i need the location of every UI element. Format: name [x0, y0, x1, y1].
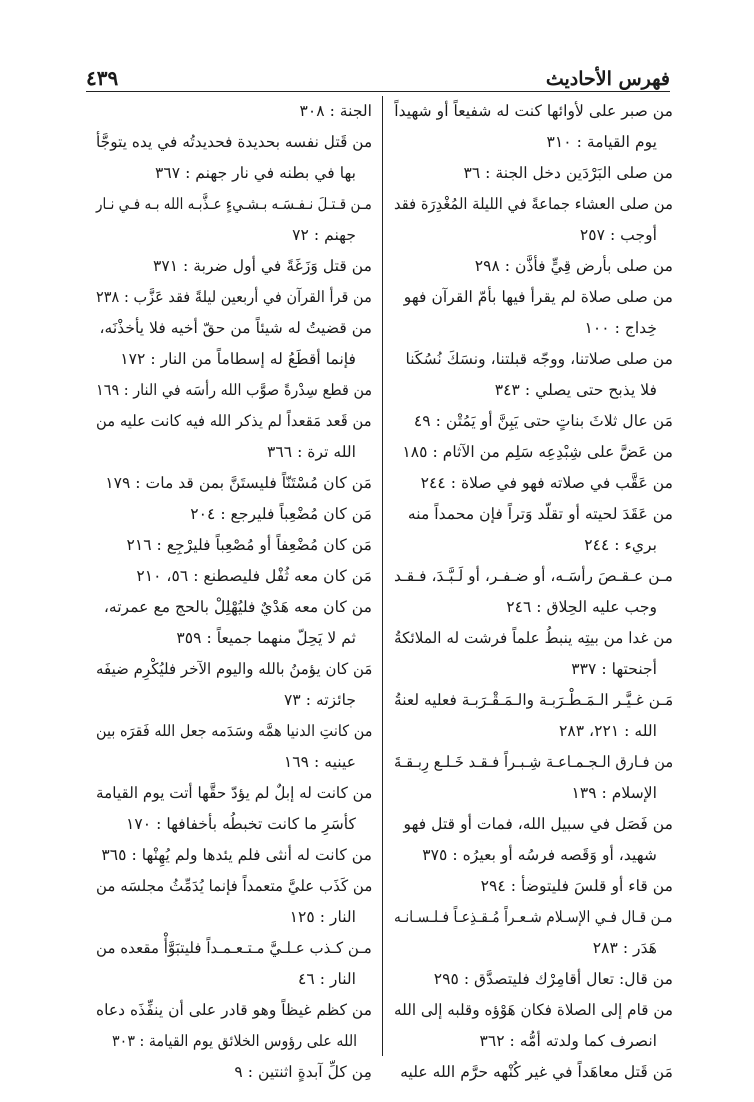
entry-text: من كَذَب عليَّ متعمداً فإنما يُدَمِّثُ مجلسَه من	[95, 877, 372, 895]
entry-text: مـن قـتـلَ نـفـسَـه بـشـيءٍ عـذَّبـه الله بـه فـي نـار	[96, 195, 372, 213]
entry-text: من صلى البَرْدَين دخل الجنة : ٣٦	[463, 164, 673, 182]
hadith-index-entry	[96, 995, 372, 1057]
entry-text: من عَقَّب في صلاته فهو في صلاة : ٢٤٤	[420, 474, 673, 492]
hadith-index-entry	[96, 561, 372, 592]
hadith-index-entry	[394, 685, 673, 747]
entry-continuation: الله : ٢٢١، ٢٨٣	[558, 722, 657, 740]
hadith-index-entry	[96, 654, 372, 716]
hadith-index-entry	[394, 809, 673, 871]
hadith-index-entry	[96, 592, 372, 654]
entry-text: من كانتِ الدنيا همَّه وسَدَمه جعل الله فَقرَه بين	[95, 722, 372, 740]
page-number: ٤٣٩	[86, 66, 119, 90]
hadith-index-entry	[96, 499, 372, 530]
entry-continuation: أجنحتها : ٣٣٧	[571, 660, 657, 678]
entry-text: مَن كان يؤمنُ بالله واليوم الآخر فليُكْرِم ضيفَه	[95, 660, 372, 678]
hadith-index-entry	[96, 871, 372, 933]
entry-text: مَـن غـيَّـر الـمَـطْـرَبـة والـمَـقْـرَبـة فعليه لعنةُ	[393, 691, 673, 709]
hadith-index-entry	[96, 1057, 372, 1088]
entry-text: من صلى العشاء جماعةً في الليلة المُغْدِرَة فقد	[394, 195, 673, 213]
hadith-index-entry	[96, 933, 372, 995]
hadith-index-entry	[96, 127, 372, 189]
hadith-index-entry	[394, 995, 673, 1057]
page-header	[86, 58, 670, 90]
hadith-index-entry	[96, 251, 372, 282]
entry-text: من قَتل نفسه بحديدة فحديدتُه في يده يتوجَّأ	[95, 133, 372, 151]
entry-text: مـن قـال فـي الإسـلام شـعـراً مُـقـذِعـاً فـلـسـانـه	[394, 908, 673, 926]
entry-text: الجنة : ٣٠٨	[299, 102, 372, 120]
hadith-index-entry	[394, 96, 673, 158]
hadith-index-entry	[394, 468, 673, 499]
hadith-index-entry	[394, 499, 673, 561]
hadith-index-entry	[394, 282, 673, 344]
entry-text: مَن كان معه ثُفْل فليصطنع : ٥٦، ٢١٠	[136, 567, 372, 585]
entry-continuation: النار : ١٢٥	[289, 908, 356, 926]
entry-continuation: وجب عليه الحِلاق : ٢٤٦	[506, 598, 657, 616]
entry-text: من قَعد مَقعداً لم يذكر الله فيه كانت عليه من	[96, 412, 372, 430]
entry-text: مـن عـقـصَ رأسَـه، أو ضـفـر، أو لَـبَّـدَ، فـقـد	[394, 567, 673, 585]
entry-continuation: هَدَر : ٢٨٣	[592, 939, 657, 957]
entry-text: مـن كـذب عـلـيَّ مـتـعـمـداً فليتبَوَّأْ مقعده من	[96, 939, 372, 957]
entry-continuation: بها في بطنه في نار جهنم : ٣٦٧	[154, 164, 356, 182]
entry-continuation: كأسَرِ ما كانت تخبطُه بأخفافها : ١٧٠	[126, 815, 356, 833]
entry-continuation: ثم لا يَحِلّ منهما جميعاً : ٣٥٩	[176, 629, 356, 647]
hadith-index-entry	[394, 1057, 673, 1088]
entry-text: من عَضَّ على شِبْدِعِه سَلِم من الآثام : ١٨٥	[402, 443, 673, 461]
entry-text: من كانت له أنثى فلم يئدها ولم يُهِنْها : ٣٦٥	[101, 846, 372, 864]
entry-text: مَن كان مُضْعِفاً أو مُصْعِباً فليرْجِع : ٢١٦	[126, 536, 372, 554]
hadith-index-entry	[96, 282, 372, 313]
entry-continuation: الله ترة : ٣٦٦	[267, 443, 356, 461]
hadith-index-entry	[394, 561, 673, 623]
hadith-index-entry	[96, 406, 372, 468]
entry-text: من قرأ القرآن في أربعين ليلةً فقد عَزَّب : ٢٣٨	[96, 288, 372, 306]
hadith-index-entry	[394, 623, 673, 685]
entry-continuation: جائزته : ٧٣	[284, 691, 356, 709]
left-column	[95, 96, 373, 1081]
hadith-index-entry	[394, 158, 673, 189]
entry-continuation: فلا يذبح حتى يصلي : ٣٤٣	[494, 381, 657, 399]
entry-text: من كان معه هَدْيٌ فليُهْلِلْ بالحج مع عمرته،	[103, 598, 372, 616]
entry-text: مَن كان مُضْعِباً فليرجع : ٢٠٤	[190, 505, 372, 523]
hadith-index-entry	[96, 778, 372, 840]
entry-text: من قال: تعال أقامِرْك فليتصدَّق : ٢٩٥	[433, 970, 673, 988]
entry-continuation: الإسلام : ١٣٩	[571, 784, 657, 802]
entry-text: من فَصَل في سبيل الله، فمات أو قتل فهو	[403, 815, 673, 833]
entry-continuation: بريء : ٢٤٤	[584, 536, 657, 554]
hadith-index-entry	[96, 468, 372, 499]
entry-text: من صلى صلاتنا، ووجّه قبلتنا، ونسَكَ نُسُكَنا	[405, 350, 673, 368]
header-rule	[86, 91, 670, 92]
entry-text: من فـارق الـجـمـاعـة شِـبـراً فـقـد خَـلـع رِبـقـةَ	[393, 753, 673, 771]
entry-continuation: أوجب : ٢٥٧	[579, 226, 657, 244]
hadith-index-entry	[394, 344, 673, 406]
entry-text: مَن كان مُسْتَنّاً فليستَنَّ بمن قد مات : ١٧٩	[105, 474, 372, 492]
entry-continuation: عينيه : ١٦٩	[283, 753, 356, 771]
hadith-index-entry	[96, 530, 372, 561]
hadith-index-entry	[96, 313, 372, 375]
entry-text: من قاء أو قلسَ فليتوضأ : ٢٩٤	[480, 877, 673, 895]
entry-text: مَن عال ثلاثَ بناتٍ حتى يَبِنَّ أو يَمُتْن : ٤٩	[413, 412, 673, 430]
entry-continuation: النار : ٤٦	[297, 970, 356, 988]
hadith-index-entry	[96, 375, 372, 406]
hadith-index-entry	[394, 964, 673, 995]
entry-text: من قضيتُ له شيئاً من حقّ أخيه فلا يأخذْنَه،	[99, 319, 372, 337]
entry-continuation: جهنم : ٧٢	[292, 226, 356, 244]
entry-continuation: خِداج : ١٠٠	[584, 319, 657, 337]
hadith-index-entry	[394, 437, 673, 468]
entry-text: مَن قَتل معاهَداً في غير كُنْهه حرَّم الله عليه	[400, 1063, 673, 1081]
hadith-index-entry	[96, 840, 372, 871]
hadith-index-entry	[394, 189, 673, 251]
hadith-index-entry	[96, 716, 372, 778]
entry-text: من قتل وَزَغَةً في أول ضربة : ٣٧١	[152, 257, 372, 275]
entry-text: من كانت له إبلٌ لم يؤدّ حقَّها أتت يوم القيامة	[95, 784, 372, 802]
hadith-index-entry	[394, 251, 673, 282]
hadith-index-entry	[394, 406, 673, 437]
hadith-index-entry	[394, 902, 673, 964]
page-title: فهرس الأحاديث	[545, 68, 670, 90]
hadith-index-entry	[394, 747, 673, 809]
entry-text: من صلى صلاة لم يقرأ فيها بأمّ القرآن فهو	[403, 288, 673, 306]
hadith-index-entry	[96, 96, 372, 127]
right-column	[393, 96, 673, 1081]
entry-continuation: شهيد، أو وَقَصه فرسُه أو بعيرُه : ٣٧٥	[422, 846, 657, 864]
entry-continuation: انصرف كما ولدته أمُّه : ٣٦٢	[479, 1032, 657, 1050]
entry-text: من صبر على لأوائها كنت له شفيعاً أو شهيداً	[394, 102, 673, 120]
entry-text: من عَقَدَ لحيته أو تقلّد وَتراً فإن محمداً منه	[407, 505, 673, 523]
entry-text: من صلى بأرض قِيٍّ فأذَّن : ٢٩٨	[474, 257, 673, 275]
column-divider	[382, 96, 383, 1056]
entry-continuation: يوم القيامة : ٣١٠	[546, 133, 657, 151]
hadith-index-entry	[96, 189, 372, 251]
entry-continuation: فإنما أقطَعُ له إسطاماً من النار : ١٧٢	[120, 350, 356, 368]
entry-continuation: الله على رؤوس الخلائق يوم القيامة : ٣٠٣	[112, 1032, 358, 1050]
entry-text: من كظم غيظاً وهو قادر على أن ينفِّذَه دعاه	[95, 1001, 372, 1019]
hadith-index-entry	[394, 871, 673, 902]
entry-text: من قام إلى الصلاة فكان هَوْؤه وقلبه إلى الله	[393, 1001, 673, 1019]
entry-text: من غدا من بيتِه ينبطُ علماً فرشت له الملائكةُ	[394, 629, 673, 647]
entry-text: مِن كلِّ آبدةٍ اثنتين : ٩	[234, 1063, 372, 1081]
entry-text: من قطع سِدْرةً صوَّب الله رأسَه في النار : ١٦٩	[95, 381, 373, 399]
